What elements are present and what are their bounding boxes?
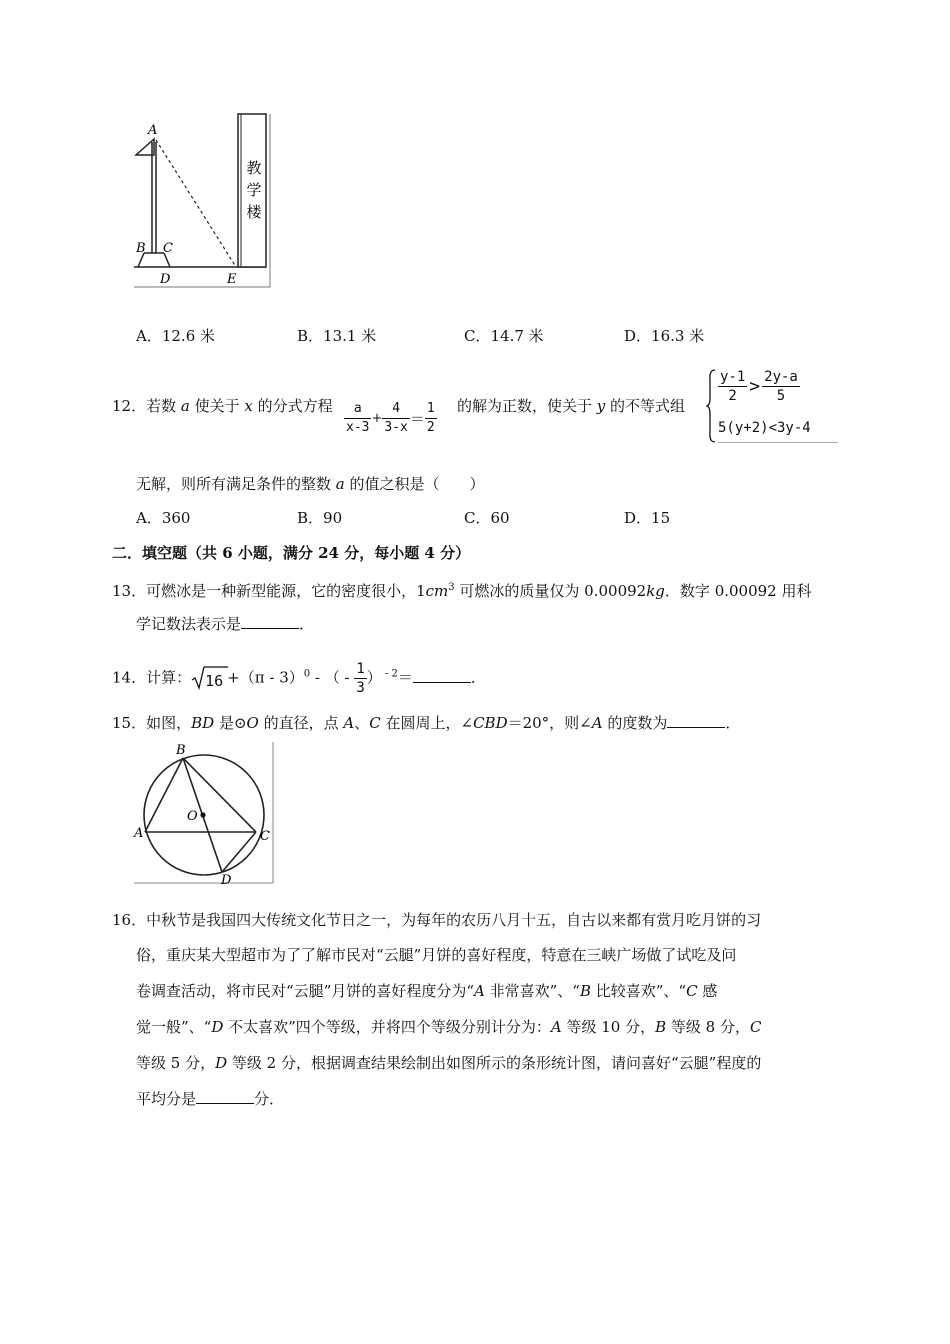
q12-var-y: y	[596, 397, 606, 415]
q15-line	[112, 713, 740, 733]
q12-inequality-system	[706, 368, 838, 444]
q16-l3-var-c: C	[686, 982, 698, 1000]
q16-l4-var-a: A	[550, 1018, 562, 1036]
q16-line-1	[112, 910, 761, 930]
q15-var-cbd: CBD	[473, 714, 508, 732]
q14-end: ．	[470, 668, 486, 687]
q12-option-c[interactable]: C．60	[464, 509, 510, 527]
q13-text-line2: 学记数法表示是	[136, 615, 242, 633]
q16-l4-a: 觉一般”、“	[136, 1018, 212, 1036]
q12-plus: +	[371, 411, 383, 426]
q16-l5-a: 等级 5 分，	[136, 1054, 216, 1072]
q11-figure	[130, 110, 275, 292]
label-D: D	[160, 272, 171, 287]
q14-answer-blank[interactable]	[413, 668, 471, 683]
q15-var-bd: BD	[191, 714, 215, 732]
q12-number: 12．	[112, 397, 147, 415]
q14-text-2: +（π - 3）	[227, 668, 304, 687]
q15-text-6: ＝20°，则∠	[507, 714, 592, 732]
q15-var-o: O	[246, 714, 259, 732]
q14-number: 14．	[112, 668, 147, 687]
center-point-O	[200, 812, 205, 817]
q16-line-6	[136, 1089, 284, 1109]
q15-figure	[130, 740, 276, 886]
q16-l3-a: 卷调查活动，将市民对“云腿”月饼的喜好程度分为“	[136, 982, 475, 1000]
q15-label-C: C	[260, 829, 270, 844]
q16-l6-a: 平均分是	[136, 1090, 197, 1108]
q16-l4-b: 不太喜欢”四个等级，并将四个等级分别计分为：	[223, 1018, 551, 1036]
q12-text-1: 若数	[146, 397, 181, 415]
q12-frac-2: $\frac{4}{3-x}$	[384, 401, 408, 435]
q12-text-2: 使关于	[189, 397, 245, 415]
q14-sqrt	[191, 667, 223, 691]
q15-end: ．	[725, 714, 741, 732]
q13-end: ．	[299, 615, 315, 633]
q12-line2-var: a	[335, 475, 345, 493]
q16-line-3	[136, 981, 717, 1001]
ineq1-right-frac: $\frac{2y-a}{5}$	[764, 369, 798, 404]
label-A: A	[148, 123, 158, 138]
q16-l5-var-d: D	[215, 1054, 228, 1072]
q15-number: 15．	[112, 714, 147, 732]
q11-option-b[interactable]: B．13.1 米	[297, 327, 377, 345]
q12-line2-text-a: 无解，则所有满足条件的整数	[136, 475, 336, 493]
q12-equation	[344, 400, 437, 437]
label-E: E	[227, 272, 237, 287]
q16-line-5	[136, 1053, 761, 1073]
q16-line-2: 俗，重庆某大型超市为了了解市民对“云腿”月饼的喜好程度，特意在三峡广场做了试吃及问	[136, 946, 737, 964]
q12-frac-3: $\frac{1}{2}$	[426, 401, 435, 435]
q12-stem	[112, 396, 333, 416]
q15-answer-blank[interactable]	[667, 713, 725, 728]
ineq-underline	[718, 442, 838, 443]
q13-answer-blank[interactable]	[241, 614, 299, 629]
q13-sup-3: 3	[448, 582, 455, 593]
q15-text-1: 如图，	[146, 714, 192, 732]
q15-text-3: 的直径，点	[258, 714, 344, 732]
ineq1-operator: >	[749, 376, 761, 397]
q12-option-d[interactable]: D．15	[624, 509, 671, 527]
q13-text-c: ．数字 0.00092 用科	[664, 582, 812, 600]
q15-label-A: A	[134, 826, 144, 841]
q13-line-1	[112, 578, 812, 601]
q11-option-a[interactable]: A．12.6 米	[136, 327, 215, 345]
q13-line-2	[136, 614, 314, 634]
q12-stem-cont	[457, 396, 685, 416]
q14-text-3: - （ -	[310, 668, 355, 687]
label-C: C	[163, 241, 173, 256]
q11-option-c[interactable]: C．14.7 米	[464, 327, 544, 345]
label-B: B	[136, 241, 146, 256]
q16-l4-c: 等级 10 分，	[561, 1018, 656, 1036]
q16-l4-var-d: D	[211, 1018, 224, 1036]
q16-l4-var-b: B	[655, 1018, 667, 1036]
q12-text-3: 的分式方程	[252, 397, 333, 415]
q12-line2-text-b: 的值之积是（ ）	[344, 475, 485, 493]
q14-sup-neg2: - 2	[381, 668, 398, 680]
q14-sup-0: 0	[303, 668, 311, 680]
building-char-1: 教	[246, 159, 262, 177]
segment-AB	[145, 758, 183, 832]
q15-var-a: A	[343, 714, 355, 732]
q13-unit-cm: cm	[425, 582, 449, 600]
q15-text-4: 、	[354, 714, 370, 732]
q12-equals: ＝	[409, 410, 425, 428]
q13-text-b: 可燃冰的质量仅为 0.00092	[454, 582, 647, 600]
q11-option-d[interactable]: D．16.3 米	[624, 327, 705, 345]
q14-text-1: 计算：	[146, 668, 192, 687]
q16-l4-var-c: C	[749, 1018, 762, 1036]
q14-frac: $\frac{1}{3}$	[356, 661, 365, 696]
q13-number: 13．	[112, 582, 147, 600]
q16-line-4	[136, 1017, 761, 1037]
q16-answer-blank[interactable]	[196, 1089, 254, 1104]
q12-line-2	[136, 474, 485, 494]
q15-text-2: 是⊙	[214, 714, 247, 732]
q13-unit-kg: kg	[646, 582, 665, 600]
q16-l3-var-a: A	[474, 982, 485, 1000]
q12-var-a: a	[180, 397, 190, 415]
q16-l5-b: 等级 2 分，根据调查结果绘制出如图所示的条形统计图，请问喜好“云腿”程度的	[227, 1054, 762, 1072]
q12-text-5: 的不等式组	[605, 397, 686, 415]
q15-label-D: D	[221, 873, 232, 886]
q15-label-B: B	[176, 743, 186, 758]
q14-line	[112, 660, 486, 697]
brace-icon	[706, 368, 716, 444]
q15-label-O: O	[187, 809, 198, 824]
q14-equals: ＝	[397, 668, 413, 687]
q12-text-4: 的解为正数，使关于	[457, 397, 597, 415]
q12-var-x: x	[244, 397, 253, 415]
q13-text-a: 可燃冰是一种新型能源，它的密度很小，1	[146, 582, 426, 600]
q16-l3-d: 感	[697, 982, 718, 1000]
q15-var-a2: A	[591, 714, 603, 732]
ineq1-left-frac: $\frac{y-1}{2}$	[720, 369, 746, 404]
q16-l4-d: 等级 8 分，	[666, 1018, 750, 1036]
q16-number: 16．	[112, 911, 147, 929]
q16-l3-b: 非常喜欢”、“	[484, 982, 580, 1000]
q12-option-a[interactable]: A．360	[136, 509, 191, 527]
q16-l3-var-b: B	[579, 982, 591, 1000]
q16-text-line1: 中秋节是我国四大传统文化节日之一，为每年的农历八月十五，自古以来都有赏月吃月饼的习	[146, 911, 762, 929]
q16-l3-c: 比较喜欢”、“	[591, 982, 687, 1000]
q15-var-c: C	[369, 714, 381, 732]
q12-frac-1: $\frac{a}{x-3}$	[346, 401, 370, 435]
q12-option-b[interactable]: B．90	[297, 509, 343, 527]
building-char-3: 楼	[246, 203, 262, 221]
section-2-heading: 二．填空题（共 6 小题，满分 24 分，每小题 4 分）	[112, 544, 471, 562]
ineq-row-2: 5(y+2)<3y-4	[718, 420, 811, 436]
q15-text-5: 在圆周上，∠	[380, 714, 474, 732]
q16-l6-b: 分．	[254, 1090, 285, 1108]
q15-text-7: 的度数为	[602, 714, 668, 732]
q14-sqrt-value: 16	[205, 671, 224, 690]
q14-text-4: ）	[366, 668, 382, 687]
ineq-row-1	[718, 368, 800, 405]
building-char-2: 学	[246, 181, 262, 199]
